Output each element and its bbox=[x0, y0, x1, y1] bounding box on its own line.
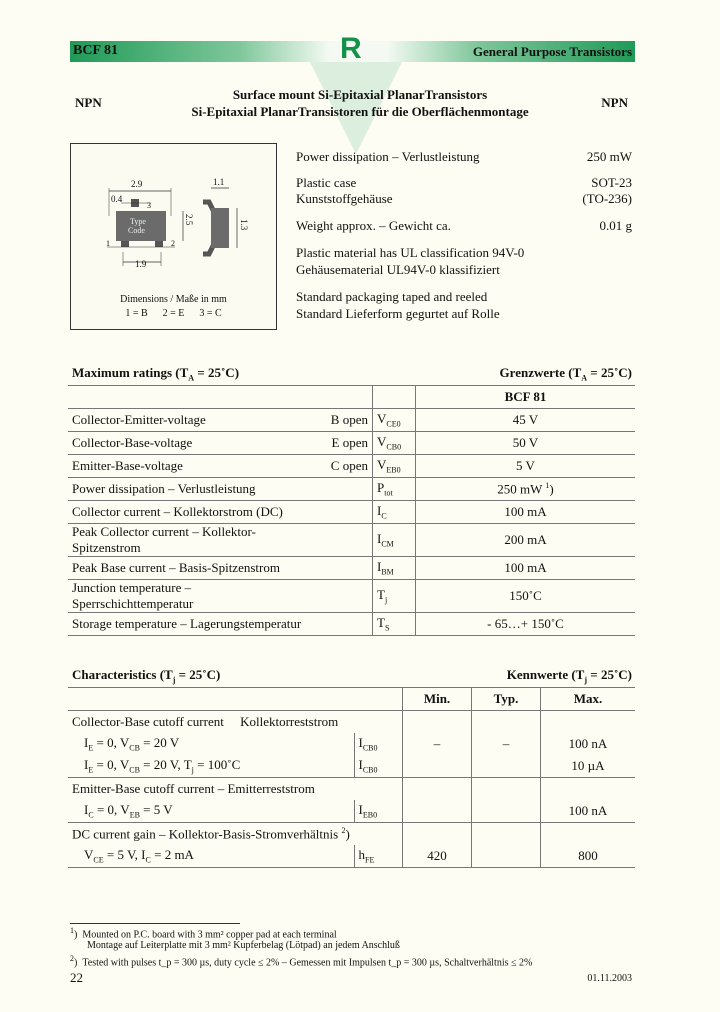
symbol: $P_{tot}$ bbox=[373, 478, 416, 501]
condition: $I_E = 0$, $V_{CB} = 20$ V, $T_j$ = 100˚C bbox=[84, 757, 241, 775]
category-title: General Purpose Transistors bbox=[472, 44, 632, 59]
date: 01.11.2003 bbox=[587, 973, 632, 984]
table-header-row bbox=[68, 688, 635, 711]
spec-label: Plastic case bbox=[296, 175, 357, 190]
typ-value bbox=[472, 800, 541, 823]
table-row bbox=[68, 524, 635, 557]
group-heading-row bbox=[68, 778, 635, 801]
spec-label: Gehäusematerial UL94V-0 klassifiziert bbox=[296, 262, 500, 277]
symbol: $V_{EB0}$ bbox=[373, 455, 416, 478]
characteristics-table bbox=[68, 687, 635, 868]
spec-label: Kunststoffgehäuse bbox=[296, 191, 393, 206]
dim-bottom: 1.9 bbox=[135, 259, 147, 269]
dim-width: 0.4 bbox=[111, 194, 123, 204]
table-row bbox=[68, 478, 635, 501]
table-row bbox=[68, 455, 635, 478]
spec-label: Standard packaging taped and reeled bbox=[296, 289, 488, 304]
value: 250 mW $^1$) bbox=[416, 478, 636, 501]
symbol: $I_{CM}$ bbox=[373, 524, 416, 557]
kennwerte-title: Kennwerte ($T_j$ = 25˚C) bbox=[506, 667, 632, 685]
condition bbox=[312, 478, 373, 501]
max-value: 100 nA bbox=[541, 733, 636, 755]
parameter: Peak Base current – Basis-Spitzenstrom bbox=[68, 557, 312, 580]
value: 50 V bbox=[416, 432, 636, 455]
value: 100 mA bbox=[416, 557, 636, 580]
footnote-divider bbox=[70, 923, 240, 924]
table-row bbox=[68, 613, 635, 636]
table-row bbox=[68, 501, 635, 524]
column-header: BCF 81 bbox=[416, 386, 636, 409]
symbol: $I_{CB0}$ bbox=[354, 733, 403, 755]
spec-label: Standard Lieferform gegurtet auf Rolle bbox=[296, 306, 500, 321]
package-drawing bbox=[70, 143, 277, 330]
typ-value bbox=[472, 845, 541, 868]
min-value: – bbox=[403, 733, 472, 755]
symbol: $V_{CB0}$ bbox=[373, 432, 416, 455]
parameter: Collector-Base-voltage bbox=[68, 432, 312, 455]
footnote-1: $^1$) Mounted on P.C. board with 3 mm² copper pad at each terminal bbox=[70, 926, 337, 941]
max-value: 10 µA bbox=[541, 755, 636, 778]
value: - 65…+ 150˚C bbox=[416, 613, 636, 636]
min-value bbox=[403, 800, 472, 823]
symbol: $I_{CB0}$ bbox=[354, 755, 403, 778]
condition: $V_{CE} = 5$ V, $I_C = 2$ mA bbox=[84, 847, 194, 865]
part-number: BCF 81 bbox=[73, 43, 118, 58]
min-value bbox=[403, 755, 472, 778]
table-row bbox=[68, 557, 635, 580]
pin-caption: 1 = B 2 = E 3 = C bbox=[125, 308, 222, 319]
column-min: Min. bbox=[403, 688, 472, 711]
table-row bbox=[68, 845, 635, 868]
grenzwerte-title: Grenzwerte ($T_A$ = 25˚C) bbox=[499, 365, 632, 383]
table-row bbox=[68, 755, 635, 778]
type-right: NPN bbox=[601, 95, 628, 110]
value: 45 V bbox=[416, 409, 636, 432]
symbol: $V_{CE0}$ bbox=[373, 409, 416, 432]
logo: R bbox=[340, 32, 362, 65]
spec-value: 250 mW bbox=[586, 149, 632, 164]
typ-value bbox=[472, 755, 541, 778]
symbol: $I_C$ bbox=[373, 501, 416, 524]
footnote-1-de: Montage auf Leiterplatte mit 3 mm² Kupferbelag (Lötpad) an jedem Anschluß bbox=[87, 940, 400, 951]
value: 150˚C bbox=[416, 580, 636, 613]
condition bbox=[312, 580, 373, 613]
group-heading-row bbox=[68, 711, 635, 734]
page-number: 22 bbox=[70, 970, 83, 985]
symbol: $I_{BM}$ bbox=[373, 557, 416, 580]
table-header-row bbox=[68, 386, 635, 409]
dim-right-top: 1.1 bbox=[213, 177, 225, 187]
max-value: 800 bbox=[541, 845, 636, 868]
parameter: Storage temperature – Lagerungstemperatur bbox=[68, 613, 312, 636]
type-left: NPN bbox=[75, 95, 102, 110]
condition: E open bbox=[312, 432, 373, 455]
max-ratings-title: Maximum ratings ($T_A$ = 25˚C) bbox=[72, 365, 240, 383]
symbol: $T_S$ bbox=[373, 613, 416, 636]
pin1-label: 1 bbox=[106, 239, 110, 248]
spec-label: Plastic material has UL classification 94V-0 bbox=[296, 245, 525, 260]
spec-value: 0.01 g bbox=[599, 218, 632, 233]
dim-top: 2.9 bbox=[131, 179, 143, 189]
footnote-2: $^2$) Tested with pulses t_p = 300 µs, duty cycle ≤ 2% – Gemessen mit Impulsen t_p = 300 µs, Schaltverhältnis ≤ 2% bbox=[70, 954, 533, 969]
table-row bbox=[68, 800, 635, 823]
table-row bbox=[68, 432, 635, 455]
condition bbox=[312, 557, 373, 580]
parameter: Collector current – Kollektorstrom (DC) bbox=[68, 501, 312, 524]
column-max: Max. bbox=[541, 688, 636, 711]
table-row bbox=[68, 733, 635, 755]
column-typ: Typ. bbox=[472, 688, 541, 711]
condition: $I_C = 0$, $V_{EB} = 5$ V bbox=[84, 802, 173, 820]
parameter: Emitter-Base-voltage bbox=[68, 455, 312, 478]
condition: B open bbox=[312, 409, 373, 432]
dim-side: 1.3 bbox=[239, 219, 249, 231]
min-value: 420 bbox=[403, 845, 472, 868]
condition bbox=[312, 524, 373, 557]
condition: C open bbox=[312, 455, 373, 478]
parameter: Power dissipation – Verlustleistung bbox=[68, 478, 312, 501]
condition bbox=[312, 501, 373, 524]
chip-code: Code bbox=[128, 226, 145, 235]
spec-value: SOT-23 bbox=[591, 175, 632, 190]
title-en: Surface mount Si-Epitaxial PlanarTransistors bbox=[232, 87, 488, 102]
value: 100 mA bbox=[416, 501, 636, 524]
condition bbox=[312, 613, 373, 636]
group-heading-row bbox=[68, 823, 635, 846]
value: 5 V bbox=[416, 455, 636, 478]
symbol: $I_{EB0}$ bbox=[354, 800, 403, 823]
group-heading: DC current gain – Kollektor-Basis-Stromverhältnis $^2$) bbox=[68, 823, 403, 846]
pin2-label: 2 bbox=[171, 239, 175, 248]
typ-value: – bbox=[472, 733, 541, 755]
spec-value: (TO-236) bbox=[582, 191, 632, 206]
parameter: Peak Collector current – Kollektor-Spitzenstrom bbox=[68, 524, 312, 557]
parameter: Junction temperature – Sperrschichttemperatur bbox=[68, 580, 312, 613]
title-de: Si-Epitaxial PlanarTransistoren für die Oberflächenmontage bbox=[191, 104, 529, 119]
characteristics-title: Characteristics ($T_j$ = 25˚C) bbox=[72, 667, 221, 685]
table-row bbox=[68, 580, 635, 613]
group-heading: Collector-Base cutoff current Kollektorreststrom bbox=[68, 711, 403, 734]
value: 200 mA bbox=[416, 524, 636, 557]
symbol: $h_{FE}$ bbox=[354, 845, 403, 868]
chip-type: Type bbox=[130, 217, 146, 226]
dim-caption: Dimensions / Maße in mm bbox=[120, 294, 227, 305]
dim-height: 2.5 bbox=[184, 214, 194, 226]
condition: $I_E = 0$, $V_{CB} = 20$ V bbox=[84, 735, 180, 753]
max-ratings-table bbox=[68, 385, 635, 636]
table-row bbox=[68, 409, 635, 432]
pin3-label: 3 bbox=[147, 201, 151, 210]
group-heading: Emitter-Base cutoff current – Emitterreststrom bbox=[68, 778, 403, 801]
spec-label: Power dissipation – Verlustleistung bbox=[296, 149, 480, 164]
spec-label: Weight approx. – Gewicht ca. bbox=[296, 218, 451, 233]
symbol: $T_j$ bbox=[373, 580, 416, 613]
parameter: Collector-Emitter-voltage bbox=[68, 409, 312, 432]
max-value: 100 nA bbox=[541, 800, 636, 823]
